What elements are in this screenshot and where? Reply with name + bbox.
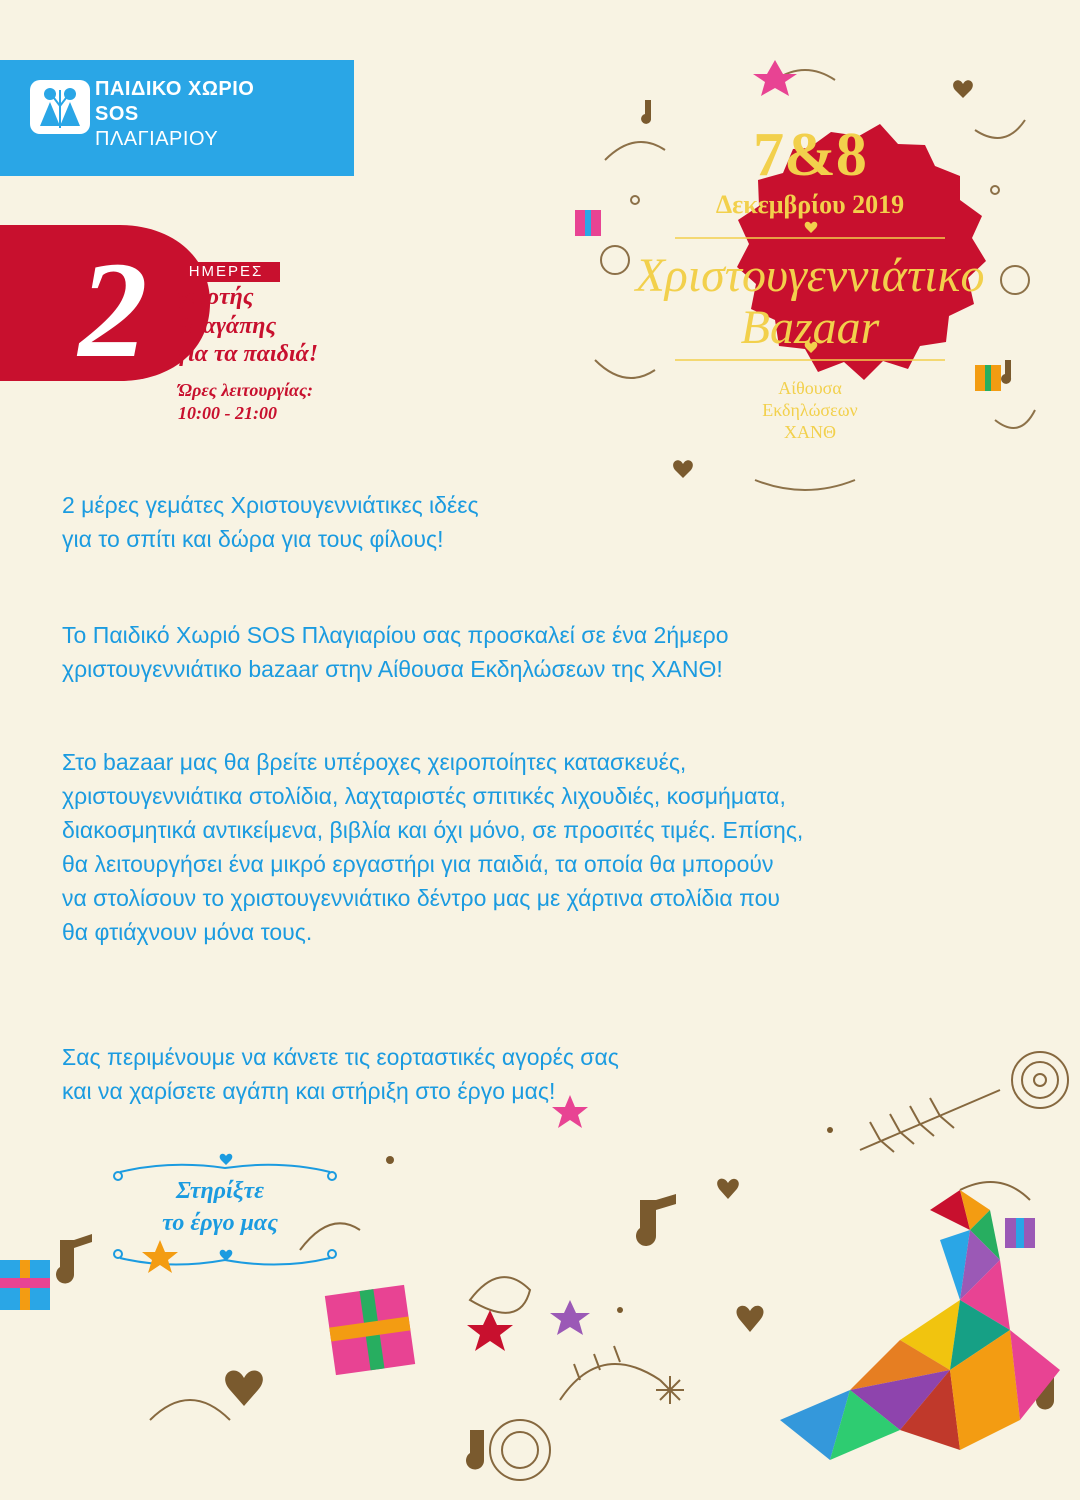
paragraph-line: Το Παιδικό Χωριό SOS Πλαγιαρίου σας προσκαλεί σε ένα 2ήμερο	[62, 622, 729, 648]
hours-value: 10:00 - 21:00	[178, 403, 277, 423]
days-number: 2	[78, 233, 148, 386]
days-label-badge: ΗΜΕΡΕΣ	[172, 262, 280, 282]
paragraph-line: χριστουγεννιάτικο bazaar στην Αίθουσα Εκδηλώσεων της ΧΑΝΘ!	[62, 656, 723, 682]
days-tagline-2: & αγάπης	[178, 313, 277, 339]
logo-line-2: SOS	[95, 103, 139, 125]
paragraph-line: θα φτιάχνουν μόνα τους.	[62, 919, 313, 945]
christmas-decoration	[0, 1040, 1080, 1500]
event-badge	[575, 60, 1045, 500]
paragraph-line: Στο bazaar μας θα βρείτε υπέροχες χειροποίητες κατασκευές,	[62, 749, 687, 775]
event-venue-line-1: Αίθουσα	[778, 378, 842, 398]
sos-logo	[0, 60, 354, 176]
paragraph-intro	[62, 488, 1022, 556]
paragraph-details	[62, 745, 1022, 949]
paragraph-line: και να χαρίσετε αγάπη και στήριξη στο έργο μας!	[62, 1078, 556, 1104]
paragraph-line: για το σπίτι και δώρα για τους φίλους!	[62, 526, 444, 552]
paragraph-line: να στολίσουν το χριστουγεννιάτικο δέντρο μας με χάρτινα στολίδια που	[62, 885, 780, 911]
days-tagline-1: γιορτής	[178, 284, 254, 310]
event-venue-line-2: Εκδηλώσεων	[762, 400, 858, 420]
logo-line-1: ΠΑΙΔΙΚΟ ΧΩΡΙΟ	[95, 78, 255, 100]
days-tagline-3: για τα παιδιά!	[178, 341, 319, 367]
paragraph-line: 2 μέρες γεμάτες Χριστουγεννιάτικες ιδέες	[62, 492, 479, 518]
logo-line-3: ΠΛΑΓΙΑΡΙΟΥ	[95, 128, 219, 150]
paragraph-line: Σας περιμένουμε να κάνετε τις εορταστικές αγορές σας	[62, 1044, 619, 1070]
paragraph-line: χριστουγεννιάτικα στολίδια, λαχταριστές σπιτικές λιχουδιές, κοσμήματα,	[62, 783, 786, 809]
event-title-line-1: Χριστουγεννιάτικο	[635, 249, 985, 302]
event-month-year: Δεκεμβρίου 2019	[715, 190, 905, 219]
event-date: 7&8	[753, 121, 867, 189]
hours-label: Ώρες λειτουργίας:	[178, 380, 313, 400]
paragraph-line: διακοσμητικά αντικείμενα, βιβλία και όχι μόνο, σε προσιτές τιμές. Επίσης,	[62, 817, 804, 843]
event-venue-line-3: ΧΑΝΘ	[784, 422, 836, 442]
sos-children-icon	[30, 80, 90, 134]
paragraph-line: θα λειτουργήσει ένα μικρό εργαστήρι για παιδιά, τα οποία θα μπορούν	[62, 851, 774, 877]
paragraph-invite	[62, 618, 1022, 686]
event-title-line-2: Bazaar	[740, 301, 880, 354]
support-line-2: το έργο μας	[162, 1210, 278, 1236]
support-line-1: Στηρίξτε	[176, 1178, 264, 1204]
